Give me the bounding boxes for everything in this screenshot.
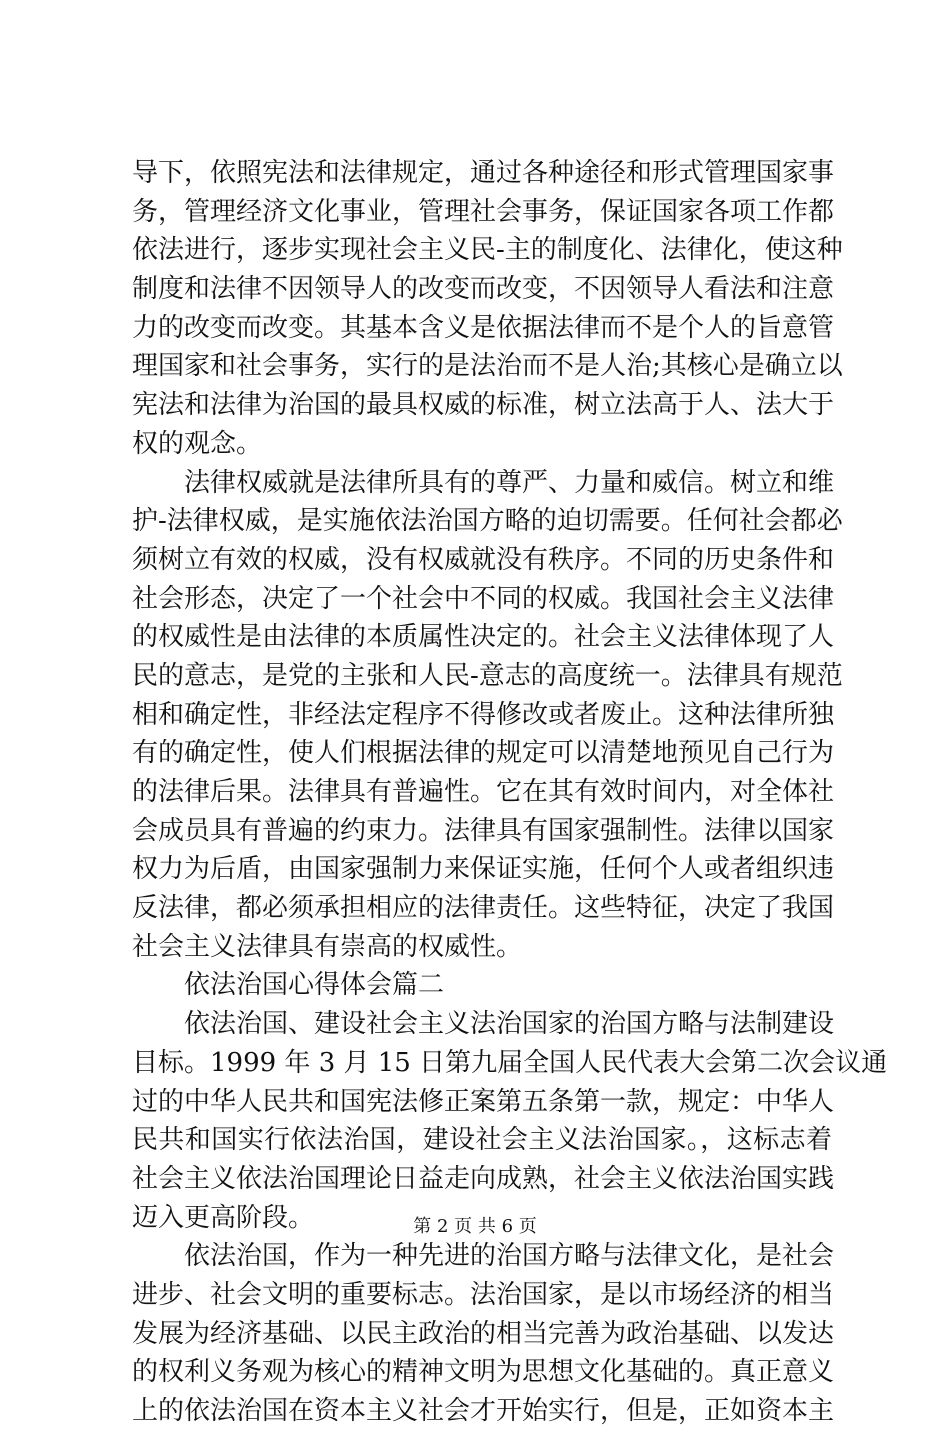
text-line: 的权威性是由法律的本质属性决定的。社会主义法律体现了人 [132, 622, 835, 653]
document-body [132, 154, 888, 1431]
text-line: 民共和国实行依法治国，建设社会主义法治国家。，这标志着 [132, 1125, 832, 1156]
text-line: 社会主义法律具有崇高的权威性。 [132, 931, 523, 962]
text-line: 社会形态，决定了一个社会中不同的权威。我国社会主义法律 [132, 583, 835, 614]
paragraph [132, 1237, 835, 1430]
text-line: 依法治国，作为一种先进的治国方略与法律文化，是社会 [184, 1241, 835, 1272]
text-line: 过的中华人民共和国宪法修正案第五条第一款，规定：中华人 [132, 1086, 835, 1117]
paragraph [132, 1005, 888, 1237]
text-line: 导下，依照宪法和法律规定，通过各种途径和形式管理国家事 [132, 158, 835, 188]
page-footer: 第 2 页 共 6 页 [413, 1216, 537, 1237]
text-line: 的权利义务观为核心的精神文明为思想文化基础的。真正意义 [132, 1357, 835, 1388]
paragraph [132, 464, 843, 967]
text-line: 会成员具有普遍的约束力。法律具有国家强制性。法律以国家 [132, 815, 835, 846]
paragraph [132, 154, 843, 464]
text-line: 迈入更高阶段。 [132, 1202, 315, 1233]
text-line: 制度和法律不因领导人的改变而改变，不因领导人看法和注意 [132, 274, 835, 305]
text-line: 须树立有效的权威，没有权威就没有秩序。不同的历史条件和 [132, 544, 835, 575]
text-line: 目标。1999 年 3 月 15 日第九届全国人民代表大会第二次会议通 [132, 1047, 888, 1078]
section-heading [132, 966, 832, 1005]
text-line: 发展为经济基础、以民主政治的相当完善为政治基础、以发达 [132, 1318, 835, 1349]
text-line: 民的意志，是党的主张和人民-意志的高度统一。法律具有规范 [132, 660, 843, 691]
text-line: 的法律后果。法律具有普遍性。它在其有效时间内，对全体社 [132, 777, 835, 807]
text-line: 社会主义依法治国理论日益走向成熟，社会主义依法治国实践 [132, 1163, 835, 1194]
text-line: 相和确定性，非经法定程序不得修改或者废止。这种法律所独 [132, 699, 835, 730]
text-line: 依法进行，逐步实现社会主义民-主的制度化、法律化，使这种 [132, 235, 843, 266]
text-line: 权力为后盾，由国家强制力来保证实施，任何个人或者组织违 [132, 854, 835, 885]
text-line: 依法治国心得体会篇二 [184, 970, 445, 1001]
text-line: 权的观念。 [132, 428, 263, 459]
text-line: 上的依法治国在资本主义社会才开始实行，但是，正如资本主 [132, 1396, 835, 1426]
text-line: 依法治国、建设社会主义法治国家的治国方略与法制建设 [184, 1009, 835, 1040]
text-line: 护-法律权威，是实施依法治国方略的迫切需要。任何社会都必 [132, 506, 843, 537]
text-line: 反法律，都必须承担相应的法律责任。这些特征，决定了我国 [132, 893, 835, 924]
text-line: 宪法和法律为治国的最具权威的标准，树立法高于人、法大于 [132, 390, 835, 421]
text-line: 力的改变而改变。其基本含义是依据法律而不是个人的旨意管 [132, 312, 835, 343]
text-line: 务，管理经济文化事业，管理社会事务，保证国家各项工作都 [132, 196, 835, 227]
text-line: 理国家和社会事务，实行的是法治而不是人治;其核心是确立以 [132, 351, 843, 382]
text-line: 进步、社会文明的重要标志。法治国家，是以市场经济的相当 [132, 1279, 835, 1310]
text-line: 有的确定性，使人们根据法律的规定可以清楚地预见自己行为 [132, 738, 835, 769]
text-line: 法律权威就是法律所具有的尊严、力量和威信。树立和维 [184, 467, 835, 498]
